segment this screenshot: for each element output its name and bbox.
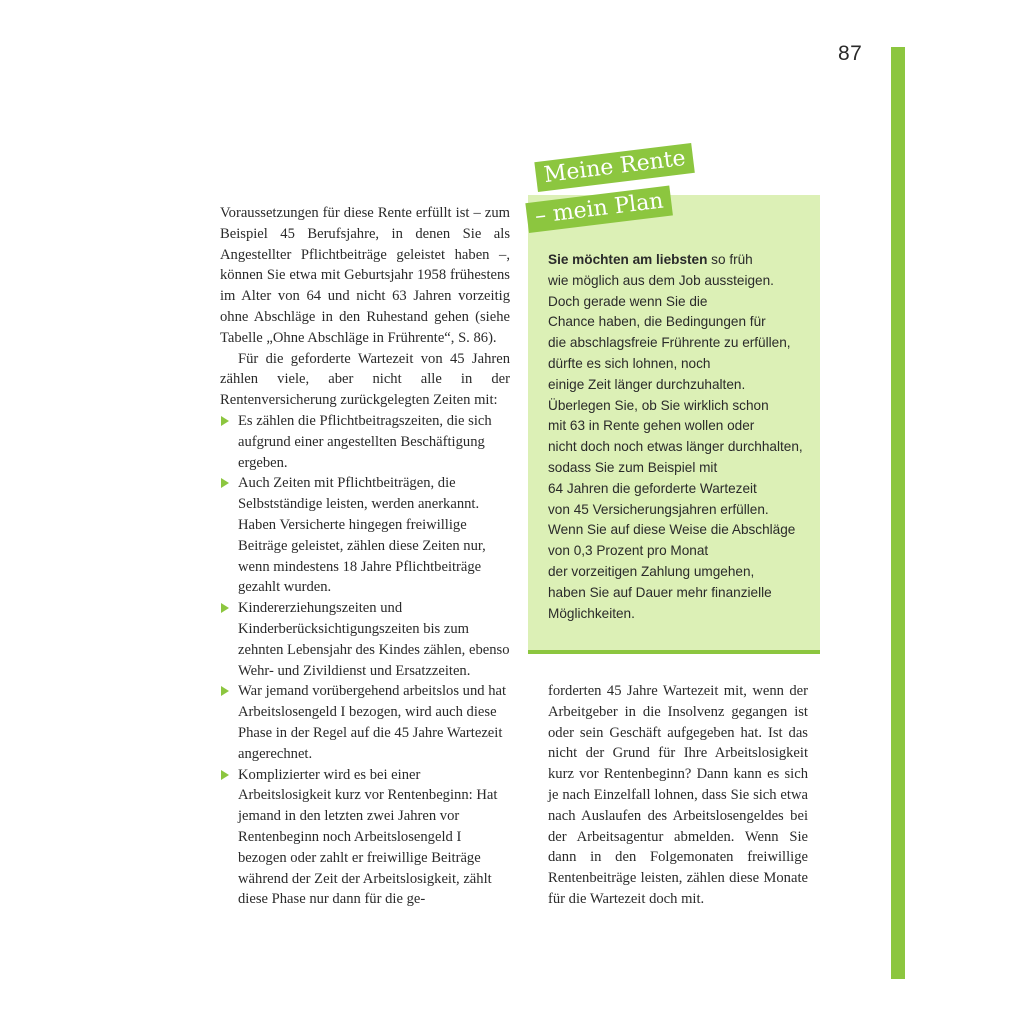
info-box-lead: Sie möchten am liebsten	[548, 252, 708, 267]
info-box-line: Wenn Sie auf diese Weise die Abschläge	[548, 522, 796, 538]
bullet-item	[220, 598, 510, 681]
bullet-text: Komplizierter wird es bei einer Arbeitslosigkeit kurz vor Rentenbeginn: Hat jemand in den letzten zwei Jahren vor Rentenbeginn noch Arbeitslosengeld I bezogen oder zahlt er freiwillige Beiträge während der Zeit der Arbeitslosigkeit, zählt diese Phase nur dann für die ge-	[238, 766, 498, 908]
info-box-line: nicht doch noch etwas länger durchhalten,	[548, 439, 803, 455]
triangle-bullet-icon	[221, 603, 229, 613]
left-text-column	[220, 203, 510, 910]
info-box-line: die abschlagsfreie Frührente zu erfüllen,	[548, 335, 791, 351]
info-box-line: Chance haben, die Bedingungen für	[548, 314, 766, 330]
info-box-line: 64 Jahren die geforderte Wartezeit	[548, 480, 757, 496]
paragraph: forderten 45 Jahre Wartezeit mit, wenn der Arbeitgeber in die Insolvenz gegangen ist oder sein Geschäft aufgegeben hat. Ist das nicht der Grund für Ihre Arbeitslosigkeit kurz vor Rentenbeginn? Dann kann es sich je nach Einzelfall lohnen, dass Sie sich etwa nach Auslaufen des Arbeitslosengeldes bei der Arbeitsagentur abmelden. Wenn Sie dann in den Folgemonaten freiwillige Rentenbeiträge leisten, zählen diese Monate für die Wartezeit doch mit.	[548, 683, 808, 907]
bullet-text: War jemand vorübergehend arbeitslos und hat Arbeitslosengeld I bezogen, wird auch diese Phase in der Regel auf die 45 Jahre Wartezeit angerechnet.	[238, 683, 507, 762]
info-box	[528, 195, 820, 654]
info-box-line: einige Zeit länger durchzuhalten.	[548, 376, 746, 392]
bullet-list	[220, 411, 510, 910]
bullet-text: Kindererziehungszeiten und Kinderberücksichtigungszeiten bis zum zehnten Lebensjahr des Kindes zählen, ebenso Wehr- und Zivildienst und Ersatzzeiten.	[238, 600, 510, 679]
paragraph: Voraussetzungen für diese Rente erfüllt ist – zum Beispiel 45 Berufsjahre, in denen Sie als Angestellter Pflichtbeiträge geleistet haben –, können Sie etwa mit Geburtsjahr 1958 frühestens im Alter von 64 und nicht 63 Jahren vorzeitig ohne Abschläge in den Ruhestand gehen (siehe Tabelle „Ohne Abschläge in Frührente“, S. 86).	[220, 205, 510, 346]
triangle-bullet-icon	[221, 416, 229, 426]
info-box-line: so früh	[707, 252, 753, 267]
info-box-line: haben Sie auf Dauer mehr finanzielle	[548, 584, 772, 600]
info-box-line: Doch gerade wenn Sie die	[548, 293, 708, 309]
paragraph: Für die geforderte Wartezeit von 45 Jahren zählen viele, aber nicht alle in der Rentenversicherung zurückgelegten Zeiten mit:	[220, 350, 510, 409]
bullet-item	[220, 411, 510, 473]
right-text-column	[548, 681, 808, 910]
info-box-line: der vorzeitigen Zahlung umgehen,	[548, 563, 755, 579]
info-box-line: Überlegen Sie, ob Sie wirklich schon	[548, 397, 769, 413]
info-box-line: mit 63 in Rente gehen wollen oder	[548, 418, 755, 434]
triangle-bullet-icon	[221, 478, 229, 488]
info-box-title-line1: Meine Rente	[534, 143, 695, 192]
page-edge-accent-bar	[891, 47, 905, 979]
triangle-bullet-icon	[221, 770, 229, 780]
bullet-text: Es zählen die Pflichtbeitragszeiten, die sich aufgrund einer angestellten Beschäftigung ergeben.	[238, 412, 492, 471]
page-number: 87	[838, 42, 863, 65]
bullet-item	[220, 473, 510, 598]
bullet-item	[220, 681, 510, 764]
triangle-bullet-icon	[221, 686, 229, 696]
info-box-text	[548, 250, 806, 624]
info-box-title-line2: – mein Plan	[525, 186, 673, 233]
info-box-line: sodass Sie zum Beispiel mit	[548, 459, 718, 475]
info-box-line: von 0,3 Prozent pro Monat	[548, 543, 709, 559]
info-box-line: Möglichkeiten.	[548, 605, 635, 621]
info-box-line: wie möglich aus dem Job aussteigen.	[548, 272, 774, 288]
info-box-line: dürfte es sich lohnen, noch	[548, 355, 711, 371]
bullet-item	[220, 765, 510, 911]
info-box-line: von 45 Versicherungsjahren erfüllen.	[548, 501, 769, 517]
bullet-text: Auch Zeiten mit Pflichtbeiträgen, die Selbstständige leisten, werden anerkannt. Haben Versicherte hingegen freiwillige Beiträge geleistet, zählen diese Zeiten nur, wenn mindestens 18 Jahre Pflichtbeiträge gezahlt wurden.	[238, 475, 486, 596]
